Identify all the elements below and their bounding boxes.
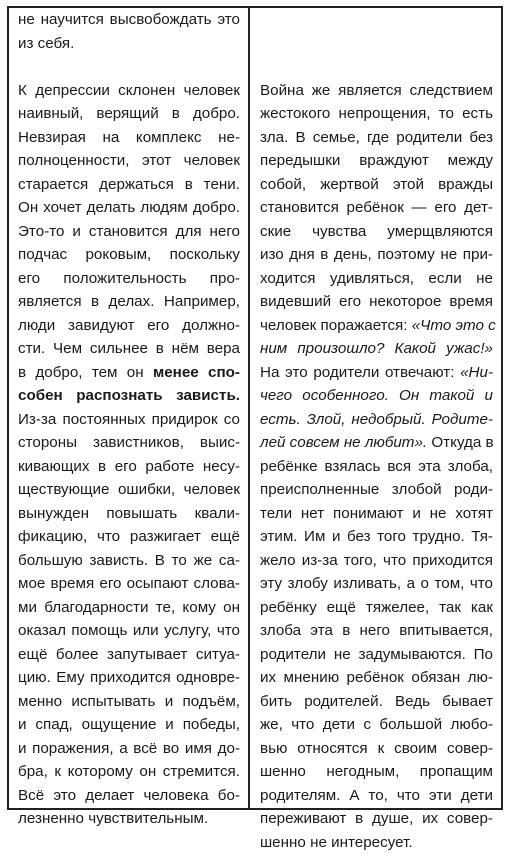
text-line: фикацию, что разжигает ещё [18,525,240,549]
italic-text-run: чего особенного. Он такой и [260,387,493,404]
text-line: оказал помощь или услугу, что [18,619,240,643]
paragraph-gap [260,55,493,79]
text-line [18,384,240,408]
text-line: ществующие ошибки, человек [18,478,240,502]
text-line: люди завидуют его должно- [18,314,240,338]
book-page [7,6,503,810]
text-line: переживают в душе, их совер- [260,807,493,831]
text-line: Невзирая на комплекс не- [18,126,240,150]
bold-text-run: менее спо- [153,364,240,381]
text-line: же, что дети с большой любо- [260,713,493,737]
text-line: тели нет понимают и не хотят [260,502,493,526]
text-line: является в делах. Например, [18,290,240,314]
text-line: наивный, верящий в добро. [18,102,240,126]
text-run: Откуда в [427,434,494,451]
text-line: шенно негодным, пропащим [260,760,493,784]
paragraph-gap [260,32,493,56]
text-line: ребёнку ещё тяжелее, так как [260,596,493,620]
text-line [260,361,493,385]
text-line: старается держаться в тени. [18,173,240,197]
text-line: Всё это делает человека бо- [18,784,240,808]
text-line [18,361,240,385]
text-line: жестокого непрощения, то есть [260,102,493,126]
text-line: ребёнке взялась вся эта злоба, [260,455,493,479]
text-line: передышки враждуют между [260,149,493,173]
text-line: ходится удивляться, если не [260,267,493,291]
text-line: его положительность про- [18,267,240,291]
text-line: злоба эта в него впитывается, [260,619,493,643]
text-line: кивающих в его работе несу- [18,455,240,479]
text-line: ские чувства умерщвляются [260,220,493,244]
text-run: в добро, тем он [18,364,153,381]
text-line: жело из-за того, что приходится [260,549,493,573]
text-line: подчас роковым, поскольку [18,243,240,267]
text-line: лезненно чувствительным. [18,807,240,831]
column-divider [248,8,250,808]
text-line: из себя. [18,32,240,56]
text-line: родители не задумываются. По [260,643,493,667]
text-line: ми благодарности те, кому он [18,596,240,620]
text-line: и спад, ощущение и победы, [18,713,240,737]
text-line: сти. Чем сильнее в нём вера [18,337,240,361]
text-line: мое время его осыпают слова- [18,572,240,596]
italic-text-run: есть. Злой, недобрый. Родите- [260,411,493,428]
italic-text-run: лей совсем не любит». [260,434,427,451]
text-line: не научится высвобождать это [18,8,240,32]
text-line: шенно не интересует. [260,831,493,854]
text-line: полноценности, этот человек [18,149,240,173]
paragraph-gap [18,55,240,79]
italic-text-run: «Ни- [460,364,493,381]
text-line: родителям. А то, что эти дети [260,784,493,808]
text-line: становится ребёнок — его дет- [260,196,493,220]
text-line [260,314,493,338]
text-line: Он хочет делать людям добро. [18,196,240,220]
right-column [260,8,493,854]
text-line [260,337,493,361]
text-line: изо дня в день, поэтому не при- [260,243,493,267]
bold-text-run: собен распознать зависть. [18,387,240,404]
text-line [260,431,493,455]
text-line [260,408,493,432]
text-line: цию. Ему приходится одновре- [18,666,240,690]
text-line: стороны завистников, выис- [18,431,240,455]
text-line: Из-за постоянных придирок со [18,408,240,432]
text-line: вынужден повышать квали- [18,502,240,526]
text-line: их мнению ребёнок обязан лю- [260,666,493,690]
paragraph-gap [260,8,493,32]
italic-text-run: ним произошло? Какой ужас!» [260,340,493,357]
text-line [260,384,493,408]
text-line: Война же является следствием [260,79,493,103]
text-line: бить родителей. Ведь бывает [260,690,493,714]
text-line: собой, жертвой этой вражды [260,173,493,197]
text-line: К депрессии склонен человек [18,79,240,103]
text-line: зла. В семье, где родители без [260,126,493,150]
text-run: На это родители отвечают: [260,364,460,381]
left-column [18,8,240,831]
text-line: ещё более запутывает ситуа- [18,643,240,667]
text-line: большую зависть. В то же са- [18,549,240,573]
text-line: преисполненные злобой роди- [260,478,493,502]
text-line: и поражения, а всё во имя до- [18,737,240,761]
text-line: этим. Им и без того трудно. Тя- [260,525,493,549]
text-line: менно испытывать и подъём, [18,690,240,714]
text-line: видевший его некоторое время [260,290,493,314]
italic-text-run: «Что это с [412,317,496,334]
text-line: Это-то и становится для него [18,220,240,244]
text-line: бра, к которому он стремится. [18,760,240,784]
text-line: эту злобу изливать, а о том, что [260,572,493,596]
text-run: человек поражается: [260,317,412,334]
text-line: вью относятся к своим совер- [260,737,493,761]
